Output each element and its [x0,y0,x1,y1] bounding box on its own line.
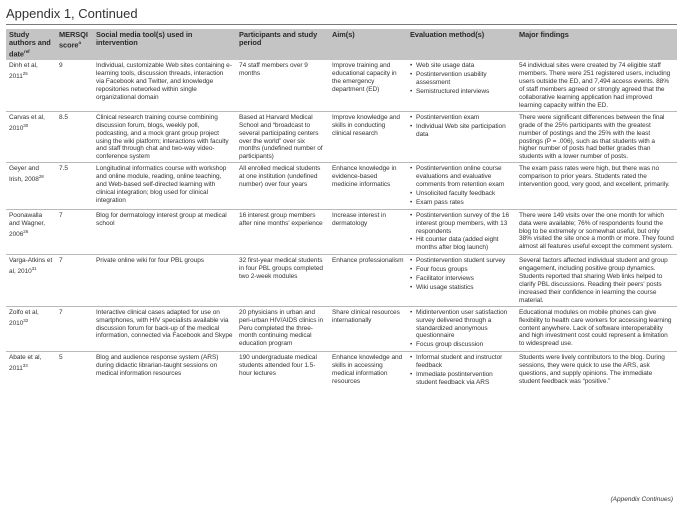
participants-cell: Based at Harvard Medical School and “broadcast to several participating centers over the world” over six months (undefined number of participants) [236,111,329,162]
study-name: Poonawalla and Wagner, 2006 [9,211,46,238]
study-cell [6,209,56,255]
evaluation-item: • Web site usage data [410,62,513,70]
evaluation-item: • Exam pass rates [410,199,513,207]
evaluation-cell [407,111,516,162]
study-cell [6,352,56,389]
tools-cell: Clinical research training course combining discussion forum, blogs, weekly poll, podcasting, and a mock grant group project using the wiki platform; interactions with faculty and staff through chat and two-way video-conference system [93,111,236,162]
tools-cell: Blog for dermatology interest group at medical school [93,209,236,255]
study-name: Carvas et al, 2010 [9,113,45,132]
study-cell [6,255,56,306]
tools-cell: Blog and audience response system (ARS) during didactic librarian-taught sessions on medical information resources [96,354,219,378]
tools-cell: Interactive clinical cases adapted for use on smartphones, with HIV specialists available via discussion forum for back-up of the medical information, connected via Facebook and Skype [93,306,236,352]
reference-number: 26 [23,228,29,234]
header-aims: Aim(s) [329,29,407,60]
participants-cell: 16 interest group members after nine months' experience [236,209,329,255]
header-evaluation: Evaluation method(s) [407,29,516,60]
study-name: Zolfo et al, 2010 [9,308,39,327]
evaluation-list [410,114,513,139]
aims-cell: Improve training and educational capacity in the emergency department (ED) [329,60,407,111]
tools-cell: Individual, customizable Web sites containing e-learning tools, discussion threads, interaction via Facebook and Twitter, and knowledge repositories networked within single organizational domain [93,60,236,111]
evaluation-list [410,309,513,350]
evaluation-item: • Postintervention usability assessment [410,71,513,87]
mersqi-score-cell: 5 [59,354,63,362]
evaluation-item: • Hit counter data (added eight months after blog launch) [410,236,513,252]
reference-number: 30 [23,122,29,128]
evaluation-item: • Facilitator interviews [410,275,513,283]
header-tools: Social media tool(s) used in intervention [93,29,236,60]
reference-number: 32 [23,317,29,323]
table-row [6,255,677,306]
aims-cell: Improve knowledge and skills in conducting clinical research [329,111,407,162]
evaluation-item: • Wiki usage statistics [410,284,513,292]
evaluation-cell [407,60,516,111]
table-row [6,163,677,210]
reference-number: 25 [22,71,28,77]
findings-cell: There were 149 visits over the one month for which data were available; 76% of respondents found the blog to be extremely or somewhat useful, but only 38% visited the site once a month or more. They found almost all features useful except the comment system. [516,209,677,255]
findings-cell: 54 individual sites were created by 74 eligible staff members. There were 251 registered users, including users outside the ED, and 7,494 access events. 88% of staff members agreed or strongly agreed that the collaborative learning application had improved learning capacity within the ED. [516,60,677,111]
findings-cell: Several factors affected individual student and group engagement, including positive group dynamics. Students reported that sharing Web links helped to clarify PBL discussions. Reading their peers' posts increased their confidence in learning the course material. [516,255,677,306]
findings-cell: Educational modules on mobile phones can give flexibility to health care workers for accessing learning content anywhere. Lack of software interoperability and high investment cost could represent a limitation to widespread use. [516,306,677,352]
tools-cell: Private online wiki for four PBL groups [93,255,236,306]
evaluation-cell [407,163,516,210]
aims-cell: Enhance knowledge and skills in accessing medical information resources [332,354,403,385]
findings-cell: Students were lively contributors to the blog. During sessions, they were quick to use the ARS, ask questions, and supply opinions. The immediate student feedback was “positive.” [519,354,665,385]
study-name: Abate et al, 2011 [9,354,42,373]
mersqi-score-cell: 7 [56,255,93,306]
evaluation-list [410,354,513,387]
participants-cell: All enrolled medical students at one institution (undefined number) over four years [236,163,329,210]
evaluation-item: • Immediate postintervention student feedback via ARS [410,371,513,387]
mersqi-score-cell: 9 [56,60,93,111]
evaluation-item: • Unsolicited faculty feedback [410,190,513,198]
evaluation-item: • Postintervention student survey [410,257,513,265]
table-row [6,111,677,162]
table-row [6,352,677,389]
mersqi-score-cell: 7 [56,209,93,255]
aims-cell: Enhance knowledge in evidence-based medicine informatics [329,163,407,210]
evaluation-item: • Individual Web site participation data [410,123,513,139]
evaluation-item: • Focus group discussion [410,341,513,349]
evaluation-item: • Postintervention survey of the 16 interest group members, with 13 respondents [410,212,513,236]
evaluation-list [410,62,513,96]
participants-cell: 74 staff members over 9 months [236,60,329,111]
tools-cell: Longitudinal informatics course with workshop and online module, reading, online teaching, and Web-based self-directed learning with clinical integration; blog used for clinical integration [93,163,236,210]
participants-cell: 190 undergraduate medical students attended four 1.5-hour lectures [239,354,317,378]
participants-cell: 32 first-year medical students in four PBL groups completed two 2-week modules [236,255,329,306]
evaluation-cell [407,209,516,255]
mersqi-score-cell: 8.5 [56,111,93,162]
findings-cell: There were significant differences between the final grade of the 25% participants with the greatest number of postings and the 25% with the least postings (P = .006), such as that students with a higher number of posts had better grades than students with a lower number of posts. [516,111,677,162]
participants-cell: 20 physicians in urban and peri-urban HIV/AIDS clinics in Peru completed the three-month continuing medical education program [236,306,329,352]
evaluation-cell [407,306,516,352]
studies-table [6,29,677,389]
continuation-note: (Appendix Continues) [610,496,673,503]
header-mersqi: MERSQI score$^a$ [56,29,93,60]
evaluation-cell [407,352,516,389]
page-title: Appendix 1, Continued [6,6,138,21]
evaluation-item: • Four focus groups [410,266,513,274]
aims-cell: Enhance professionalism [329,255,407,306]
evaluation-item: • Informal student and instructor feedback [410,354,513,370]
aims-cell: Share clinical resources internationally [329,306,407,352]
reference-number: 33 [22,363,28,369]
aims-cell: Increase interest in dermatology [329,209,407,255]
mersqi-score-cell: 7.5 [56,163,93,210]
mersqi-score-cell: 7 [56,306,93,352]
evaluation-list [410,212,513,253]
evaluation-item: • Midintervention user satisfaction survey delivered through a standardized anonymous questionnaire [410,309,513,341]
evaluation-item: • Semistructured interviews [410,88,513,96]
study-cell [6,60,56,111]
reference-number: 28 [38,174,44,180]
study-cell [6,306,56,352]
header-study: Study authors and date$^{ref}$ [6,29,56,60]
header-participants: Participants and study period [236,29,329,60]
study-name: Varga-Atkins et al, 2010 [9,257,53,276]
study-name: Dinh et al, 2011 [9,62,38,81]
table-row [6,60,677,111]
reference-number: 31 [31,266,37,272]
evaluation-list [410,165,513,207]
table-header-row [6,29,677,60]
evaluation-item: • Postintervention online course evaluations and evaluative comments from retention exam [410,165,513,189]
table-row [6,209,677,255]
title-rule [6,24,677,25]
study-cell [6,163,56,210]
study-cell [6,111,56,162]
header-findings: Major findings [516,29,677,60]
evaluation-item: • Postintervention exam [410,114,513,122]
evaluation-cell [407,255,516,306]
findings-cell: The exam pass rates were high, but there was no comparison to prior years. Students rated the intervention good, very good, and excellent, primarily. [516,163,677,210]
table-row [6,306,677,352]
evaluation-list [410,257,513,292]
study-name: Geyer and Irish, 2008 [9,165,39,184]
